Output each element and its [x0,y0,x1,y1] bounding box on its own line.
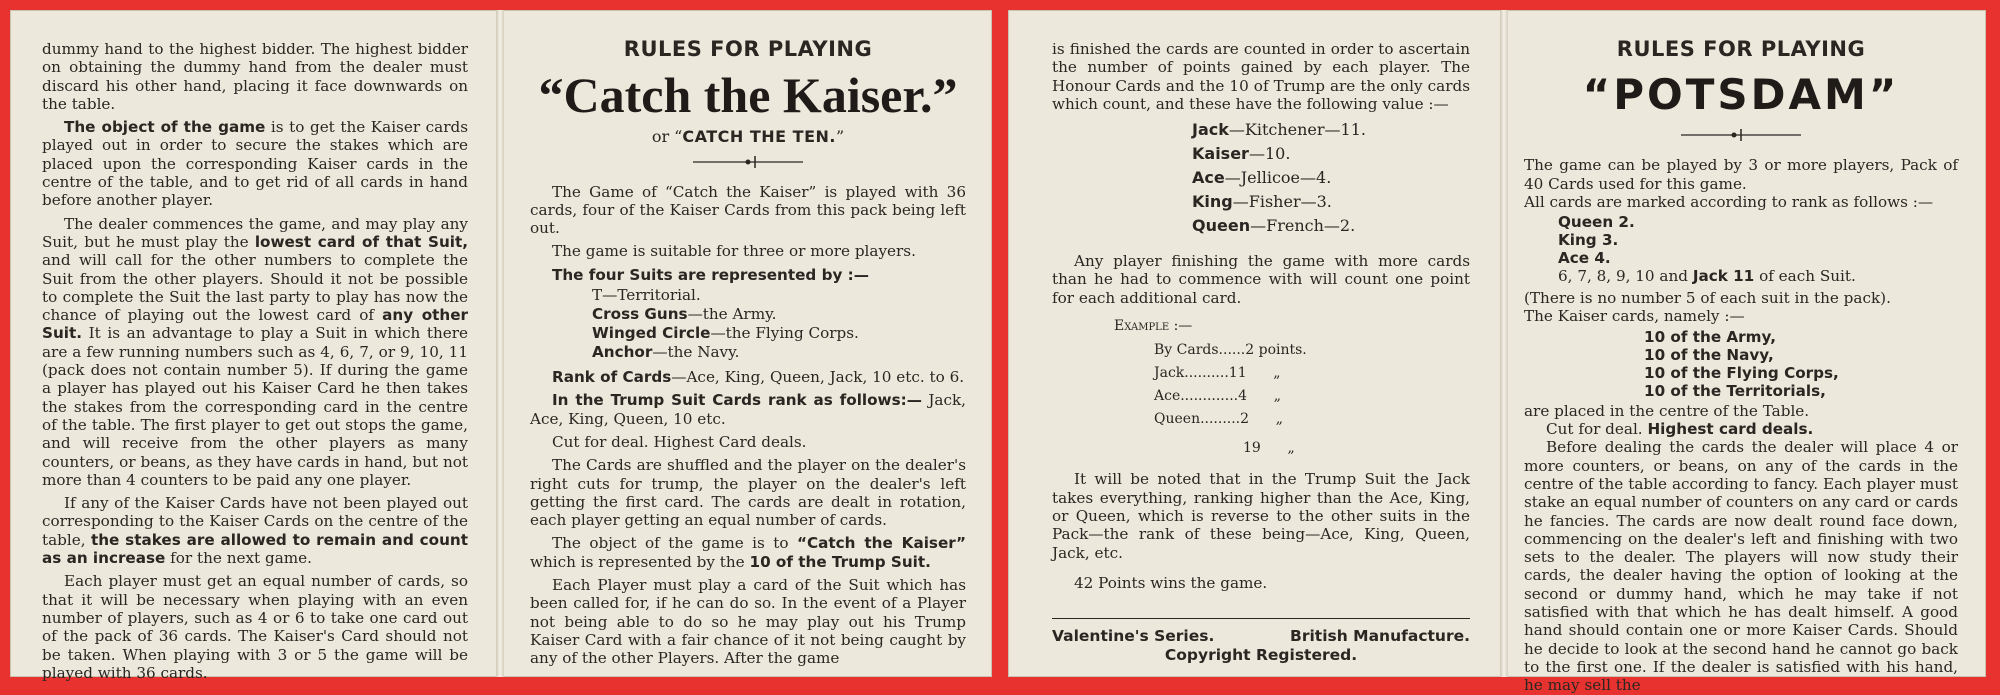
suit-meaning: —the Navy. [652,343,740,362]
series-name: Valentine's Series. [1052,627,1215,646]
object-mid: which is represented by the [530,552,745,571]
paragraph-object-catch [530,534,966,571]
paragraph-next-game: for the next game. [170,549,312,568]
paragraph-ranks-heading: All cards are marked according to rank as follows :— [1524,192,1934,211]
paragraph-trump-jack: It will be noted that in the Trump Suit the Jack takes everything, ranking higher than the Ace, King, or Queen, which is reverse to the other suits in the Pack—the rank of these being—Ace, King, Queen, Jack, etc. [1052,470,1470,562]
honour-value: —10. [1248,144,1291,164]
panel-catch-kaiser-rules [504,10,992,677]
trump-label: In the Trump Suit Cards rank as follows:— [552,391,922,410]
honour-item [1192,214,1470,238]
paragraph-kaiser-text: If any of the Kaiser Cards have not been played out corresponding to the Kaiser Cards on the centre of the table, [42,494,468,549]
rank-value: King 3. [1558,231,1619,250]
game-title: “POTSDAM” [1582,70,1900,120]
bold-any-other-suit: any other Suit. [42,306,468,343]
footer-divider [1052,618,1470,619]
rank-value: Queen 2. [1558,213,1635,232]
paragraph-advantage-text: It is an advantage to play a Suit in which there are a few running numbers such as 4, 6, 7, or 9, 10, 11 (pack does not contain number 5). If during the game a player has played out his Kaiser Card he then takes the stakes from the corresponding card in the centre of the table. The first player to get out stops the game, and will receive from the other players as many counters, or beans, as they have cards in hand, but not more than 4 counters to be paid any one player. [42,324,468,489]
example-row: Ace.............4 „ [1154,388,1281,405]
honour-value: —Jellicoe—4. [1224,168,1332,188]
kaiser-card: 10 of the Territorials, [1644,381,1826,400]
honour-item [1192,190,1470,214]
paragraph-kaiser-cards: The Kaiser cards, namely :— [1524,307,1745,326]
suit-name: Cross Guns [592,305,688,324]
paragraph-42-points: 42 Points wins the game. [1074,573,1268,592]
paragraph-object [42,118,468,209]
suit-item [592,305,966,324]
trump-text: Jack, Ace, King, Queen, 10 etc. [530,391,967,428]
kaiser-cards-list [1644,328,1958,400]
manufacture-note: British Manufacture. [1290,627,1470,646]
rules-heading: RULES FOR PLAYING [1616,37,1866,61]
ranks-list [1558,213,1958,285]
paragraph-36-cards: The Game of “Catch the Kaiser” is played with 36 cards, four of the Kaiser Cards from this pack being left out. [530,182,966,238]
honour-value: —French—2. [1250,216,1356,236]
honour-card: King [1192,192,1233,212]
paragraph-additional-card: Any player finishing the game with more cards than he had to commence with will count one point for each additional card. [1052,252,1470,307]
bold-object-label: The object of the game [64,118,266,137]
suit-name: Winged Circle [592,324,711,343]
example-block [1114,317,1470,460]
object-bold-ten: 10 of the Trump Suit. [749,552,931,571]
publisher-footer [1052,627,1470,665]
paragraph-cut [1524,420,1958,438]
right-card-sheet [1008,10,1986,695]
honour-item [1192,118,1470,142]
bold-stakes-remain: the stakes are allowed to remain and count as an increase [42,530,468,568]
rules-heading: RULES FOR PLAYING [623,37,873,61]
suit-meaning: —the Army. [687,305,777,324]
paragraph-before-dealing: Before dealing the cards the dealer will place 4 or more counters, or beans, on any of the cards in the centre of the table according to fancy. Each player must stake an equal number of counters on any card or cards he fancies. The cards are now dealt round face down, commencing on the dealer's left and finishing with two sets to the dealer. The players will now study their cards, the dealer having the option of looking at the second or dummy hand, which he may take if not satisfied with that which he has dealt himself. A good hand should contain one or more Kaiser Cards. Should he decide to look at the second hand he cannot go back to the first one. If the dealer is satisfied with his hand, he may sell the [1524,438,1958,695]
honour-card: Kaiser [1192,144,1249,164]
honour-item [1192,166,1470,190]
suit-item [592,324,966,343]
rank-value: Ace 4. [1558,249,1611,268]
rank-item [1558,213,1958,231]
rank-tail-prefix: 6, 7, 8, 9, 10 and [1558,267,1688,286]
panel-catch-kaiser-scoring [1008,10,1500,677]
honour-card: Ace [1192,168,1225,188]
kaiser-card-item [1644,328,1958,346]
rank-label: Rank of Cards [552,368,672,387]
rank-text: —Ace, King, Queen, Jack, 10 etc. to 6. [671,368,965,387]
example-label: Example :— [1114,318,1193,335]
honour-card: Queen [1192,216,1251,236]
cut-bold: Highest card deals. [1647,420,1814,439]
rank-tail-suffix: of each Suit. [1759,267,1856,286]
fold-crease [496,10,504,677]
paragraph-players: The game can be played by 3 or more players, Pack of 40 Cards used for this game. [1524,156,1958,193]
paragraph-players: The game is suitable for three or more players. [552,242,916,261]
suit-meaning: —the Flying Corps. [710,324,859,343]
paragraph-dealer-commences [42,215,468,489]
paragraph-centre-table: are placed in the centre of the Table. [1524,401,1810,420]
suit-item [592,343,966,362]
copyright-note: Copyright Registered. [1164,646,1358,665]
kaiser-card-item [1644,364,1958,382]
suit-item [592,286,966,305]
suit-meaning: T—Territorial. [592,286,701,305]
suits-heading [530,266,966,284]
suits-heading-text: The four Suits are represented by :— [552,265,869,284]
subtitle-prefix: or “ [651,127,683,147]
kaiser-card-item [1644,382,1958,400]
panel-potsdam-rules [1508,10,1986,695]
object-bold-catch: “Catch the Kaiser” [797,534,966,553]
fold-crease [1500,10,1508,677]
kaiser-card-item [1644,346,1958,364]
panel-catch-kaiser-continued [10,10,496,682]
subtitle-suffix: ” [835,127,845,147]
paragraph-shuffle: The Cards are shuffled and the player on the dealer's right cuts for trump, the player on the dealer's left getting the first card. The cards are dealt in rotation, each player getting an equal number of cards. [530,456,966,530]
honour-value: —Fisher—3. [1232,192,1332,212]
bold-lowest-card: lowest card of that Suit, [254,232,468,251]
object-prefix: The object of the game is to [552,534,789,553]
paragraph-suit-text: and will call for the other numbers to complete the Suit from the other players. Should it not be possible to complete the Suit the last party to play has now the chance of playing out the lowest card of [42,251,468,325]
example-row: Queen.........2 „ [1154,411,1283,428]
paragraph-dummy-hand: dummy hand to the highest bidder. The highest bidder on obtaining the dummy hand from the dealer must discard his other hand, placing it face downwards on the table. [42,40,468,113]
rank-item [1558,231,1958,249]
honour-value: —Kitchener—11. [1228,120,1366,140]
paragraph-no-five: (There is no number 5 of each suit in the pack). [1524,289,1891,308]
ornament-divider-icon [693,155,803,169]
suits-list [592,286,966,362]
paragraph-rank [530,368,966,386]
paragraph-kaiser-not-played [42,494,468,567]
kaiser-card: 10 of the Army, [1644,327,1776,346]
example-total: 19 „ [1154,440,1295,457]
subtitle-bold: CATCH THE TEN. [682,127,836,147]
example-row: By Cards......2 points. [1154,342,1307,359]
honour-item [1192,142,1470,166]
rank-item [1558,249,1958,267]
suit-name: Anchor [592,343,653,362]
ornament-divider-icon [1681,128,1801,142]
game-title: “Catch the Kaiser.” [538,67,958,124]
paragraph-equal-cards: Each player must get an equal number of cards, so that it will be necessary when playing with an even number of players, such as 4 or 6 to take one card out of the pack of 36 cards. The Kaiser's Card should not be taken. When playing with 3 or 5 the game will be played with 36 cards. [42,572,468,682]
rank-item [1558,267,1958,285]
rank-tail-bold: Jack 11 [1692,267,1755,286]
paragraph-dealer-text: The dealer commences the game, and may play any Suit, but he must play the [42,214,468,251]
example-row: Jack..........11 „ [1154,365,1281,382]
kaiser-card: 10 of the Navy, [1644,345,1774,364]
paragraph-each-player: Each Player must play a card of the Suit which has been called for, if he can do so. In the event of a Player not being able to do so he may play out his Trump Kaiser Card with a fair chance of it not being caught by any of the other Players. After the game [530,576,966,668]
paragraph-object-text: is to get the Kaiser cards played out in order to secure the stakes which are placed upon the corresponding Kaiser cards in the centre of the table, and to get rid of all cards in hand before another player. [42,118,469,210]
game-subtitle [530,128,966,146]
paragraph-trump [530,391,966,428]
kaiser-card: 10 of the Flying Corps, [1644,363,1839,382]
left-card-sheet [10,10,992,682]
cut-prefix: Cut for deal. [1546,420,1643,439]
paragraph-cut: Cut for deal. Highest Card deals. [552,432,807,451]
honours-list [1192,118,1470,238]
paragraph-counted: is finished the cards are counted in order to ascertain the number of points gained by each player. The Honour Cards and the 10 of Trump are the only cards which count, and these have the following value :— [1052,40,1470,113]
honour-card: Jack [1192,120,1229,140]
